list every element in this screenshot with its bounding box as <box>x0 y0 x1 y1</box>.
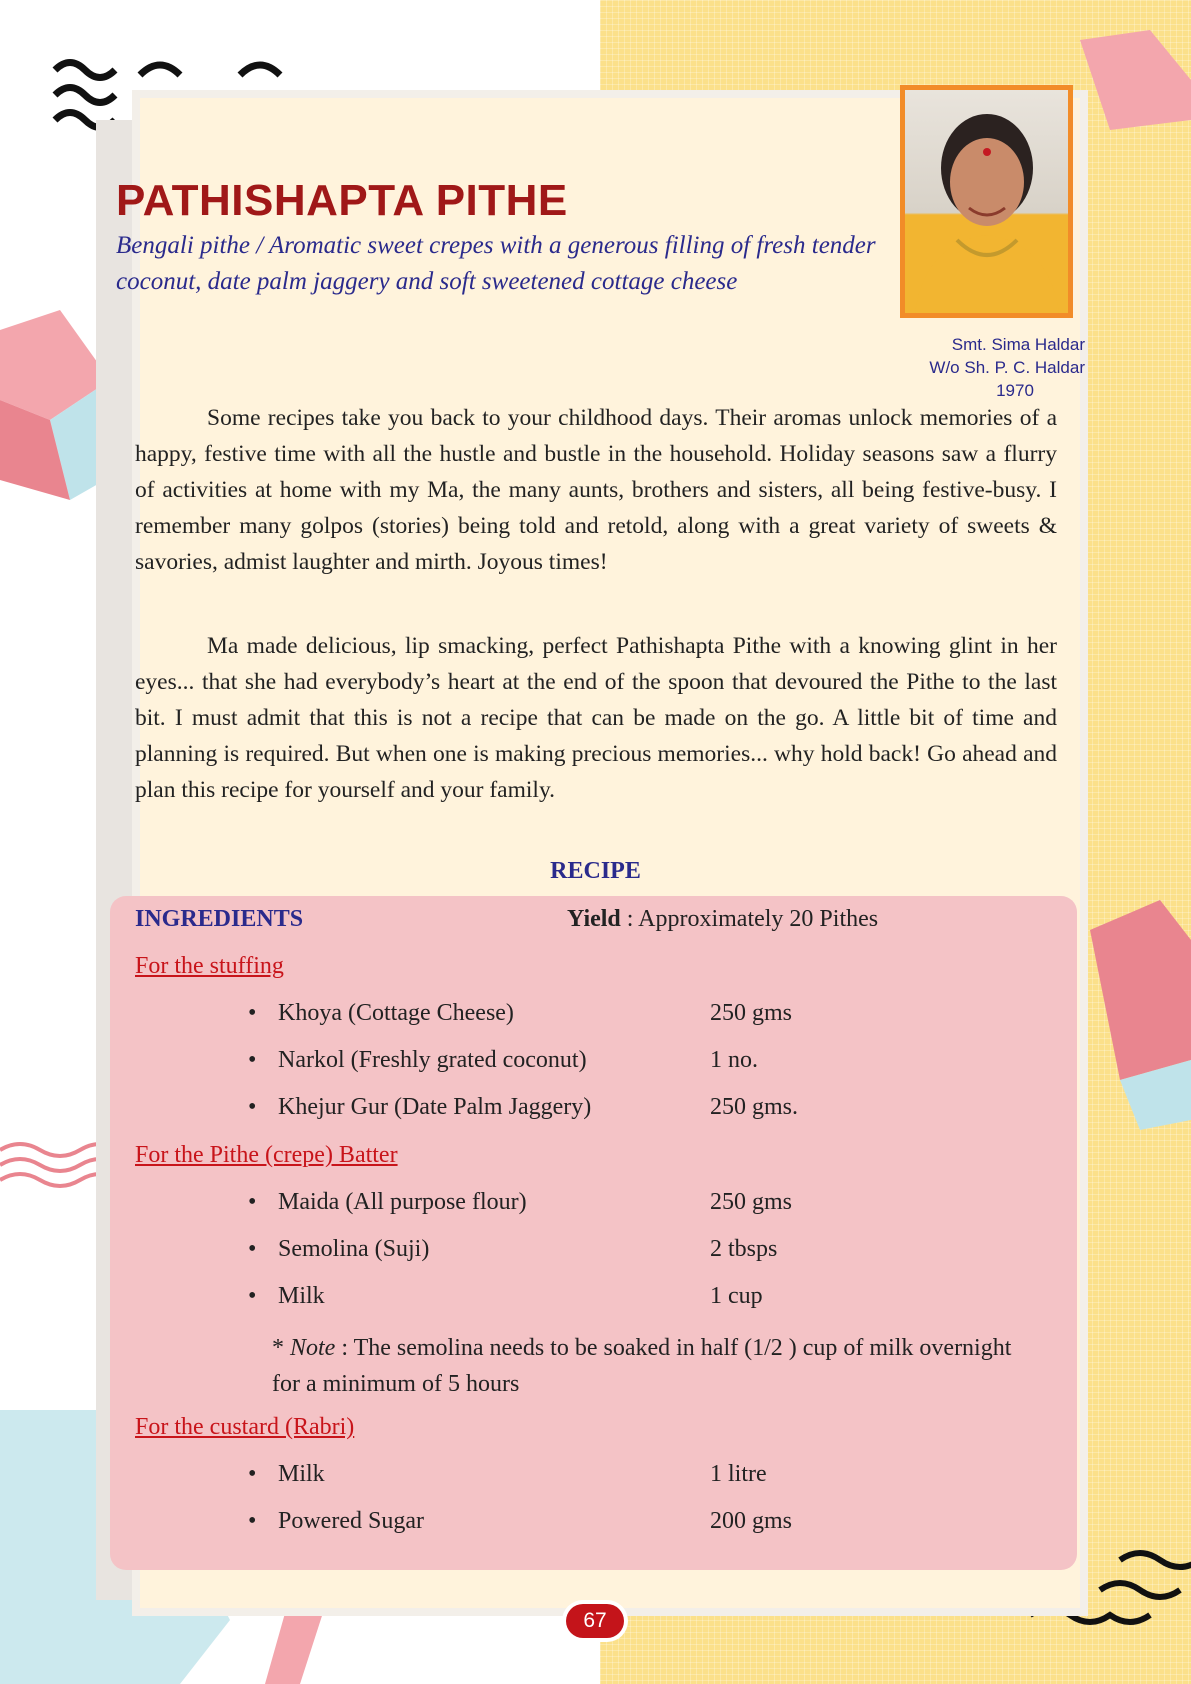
author-photo <box>900 85 1073 318</box>
item-quantity: 250 gms <box>710 1189 793 1215</box>
item-quantity: 1 cup <box>710 1283 763 1309</box>
squiggle-decoration <box>1120 1553 1191 1567</box>
squiggle-decoration <box>140 65 180 75</box>
section-custard: For the custard (Rabri) <box>135 1414 355 1440</box>
author-year: 1970 <box>996 381 1034 400</box>
list-item: • Maida (All purpose flour) <box>248 1189 527 1215</box>
squiggle-decoration <box>55 63 115 78</box>
squiggle-decoration <box>1100 1583 1180 1597</box>
subtitle: Bengali pithe / Aromatic sweet crepes with a generous filling of fresh tender coconut, date palm jaggery and soft sweetened cottage cheese <box>116 232 876 295</box>
section-stuffing: For the stuffing <box>135 953 284 979</box>
squiggle-decoration <box>1030 1608 1150 1622</box>
squiggle-decoration <box>55 88 115 103</box>
cube-decoration <box>1090 900 1191 1080</box>
author-name: Smt. Sima Haldar <box>951 335 1085 354</box>
squiggle-decoration <box>240 65 280 75</box>
item-quantity: 1 litre <box>710 1461 767 1487</box>
author-caption <box>885 333 1085 402</box>
list-item: • Khoya (Cottage Cheese) <box>248 1000 514 1026</box>
cube-decoration <box>1080 30 1191 130</box>
item-quantity: 250 gms. <box>710 1094 799 1120</box>
item-quantity: 1 no. <box>710 1047 758 1073</box>
recipe-heading: RECIPE <box>550 858 641 884</box>
portrait-icon <box>905 90 1068 313</box>
semolina-note: * Note : The semolina needs to be soaked in half (1/2 ) cup of milk overnight for a minimum of 5 hours <box>272 1335 1012 1397</box>
list-item: • Powered Sugar <box>248 1508 424 1534</box>
page-title: PATHISHAPTA PITHE <box>116 176 568 225</box>
list-item: • Milk <box>248 1461 325 1487</box>
story-paragraph-1: Some recipes take you back to your childhood days. Their aromas unlock memories of a happy, festive time with all the hustle and bustle in the household. Holiday seasons saw a flurry of activities at home with my Ma, the many aunts, brothers and sisters, all being festive-busy. I remember many golpos (stories) being told and retold, along with a great variety of sweets & savories, admist laughter and mirth. Joyous times! <box>135 405 1057 575</box>
list-item: • Semolina (Suji) <box>248 1236 430 1262</box>
story-paragraph-2: Ma made delicious, lip smacking, perfect Pathishapta Pithe with a knowing glint in her eyes... that she had everybody’s heart at the end of the spoon that devoured the Pithe to the last bit. I must admit that this is not a recipe that can be made on the go. A little bit of time and planning is required. But when one is making precious memories... why hold back! Go ahead and plan this recipe for yourself and your family. <box>135 633 1057 803</box>
page-number: 67 <box>566 1604 624 1638</box>
yield-text: Yield : Approximately 20 Pithes <box>567 906 879 932</box>
item-quantity: 250 gms <box>710 1000 793 1026</box>
section-batter: For the Pithe (crepe) Batter <box>135 1142 398 1168</box>
list-item: • Khejur Gur (Date Palm Jaggery) <box>248 1094 592 1120</box>
list-item: • Narkol (Freshly grated coconut) <box>248 1047 587 1073</box>
item-quantity: 2 tbsps <box>710 1236 778 1262</box>
list-item: • Milk <box>248 1283 325 1309</box>
author-relation: W/o Sh. P. C. Haldar <box>929 358 1085 377</box>
item-quantity: 200 gms <box>710 1508 793 1534</box>
ingredients-heading: INGREDIENTS <box>135 906 304 932</box>
